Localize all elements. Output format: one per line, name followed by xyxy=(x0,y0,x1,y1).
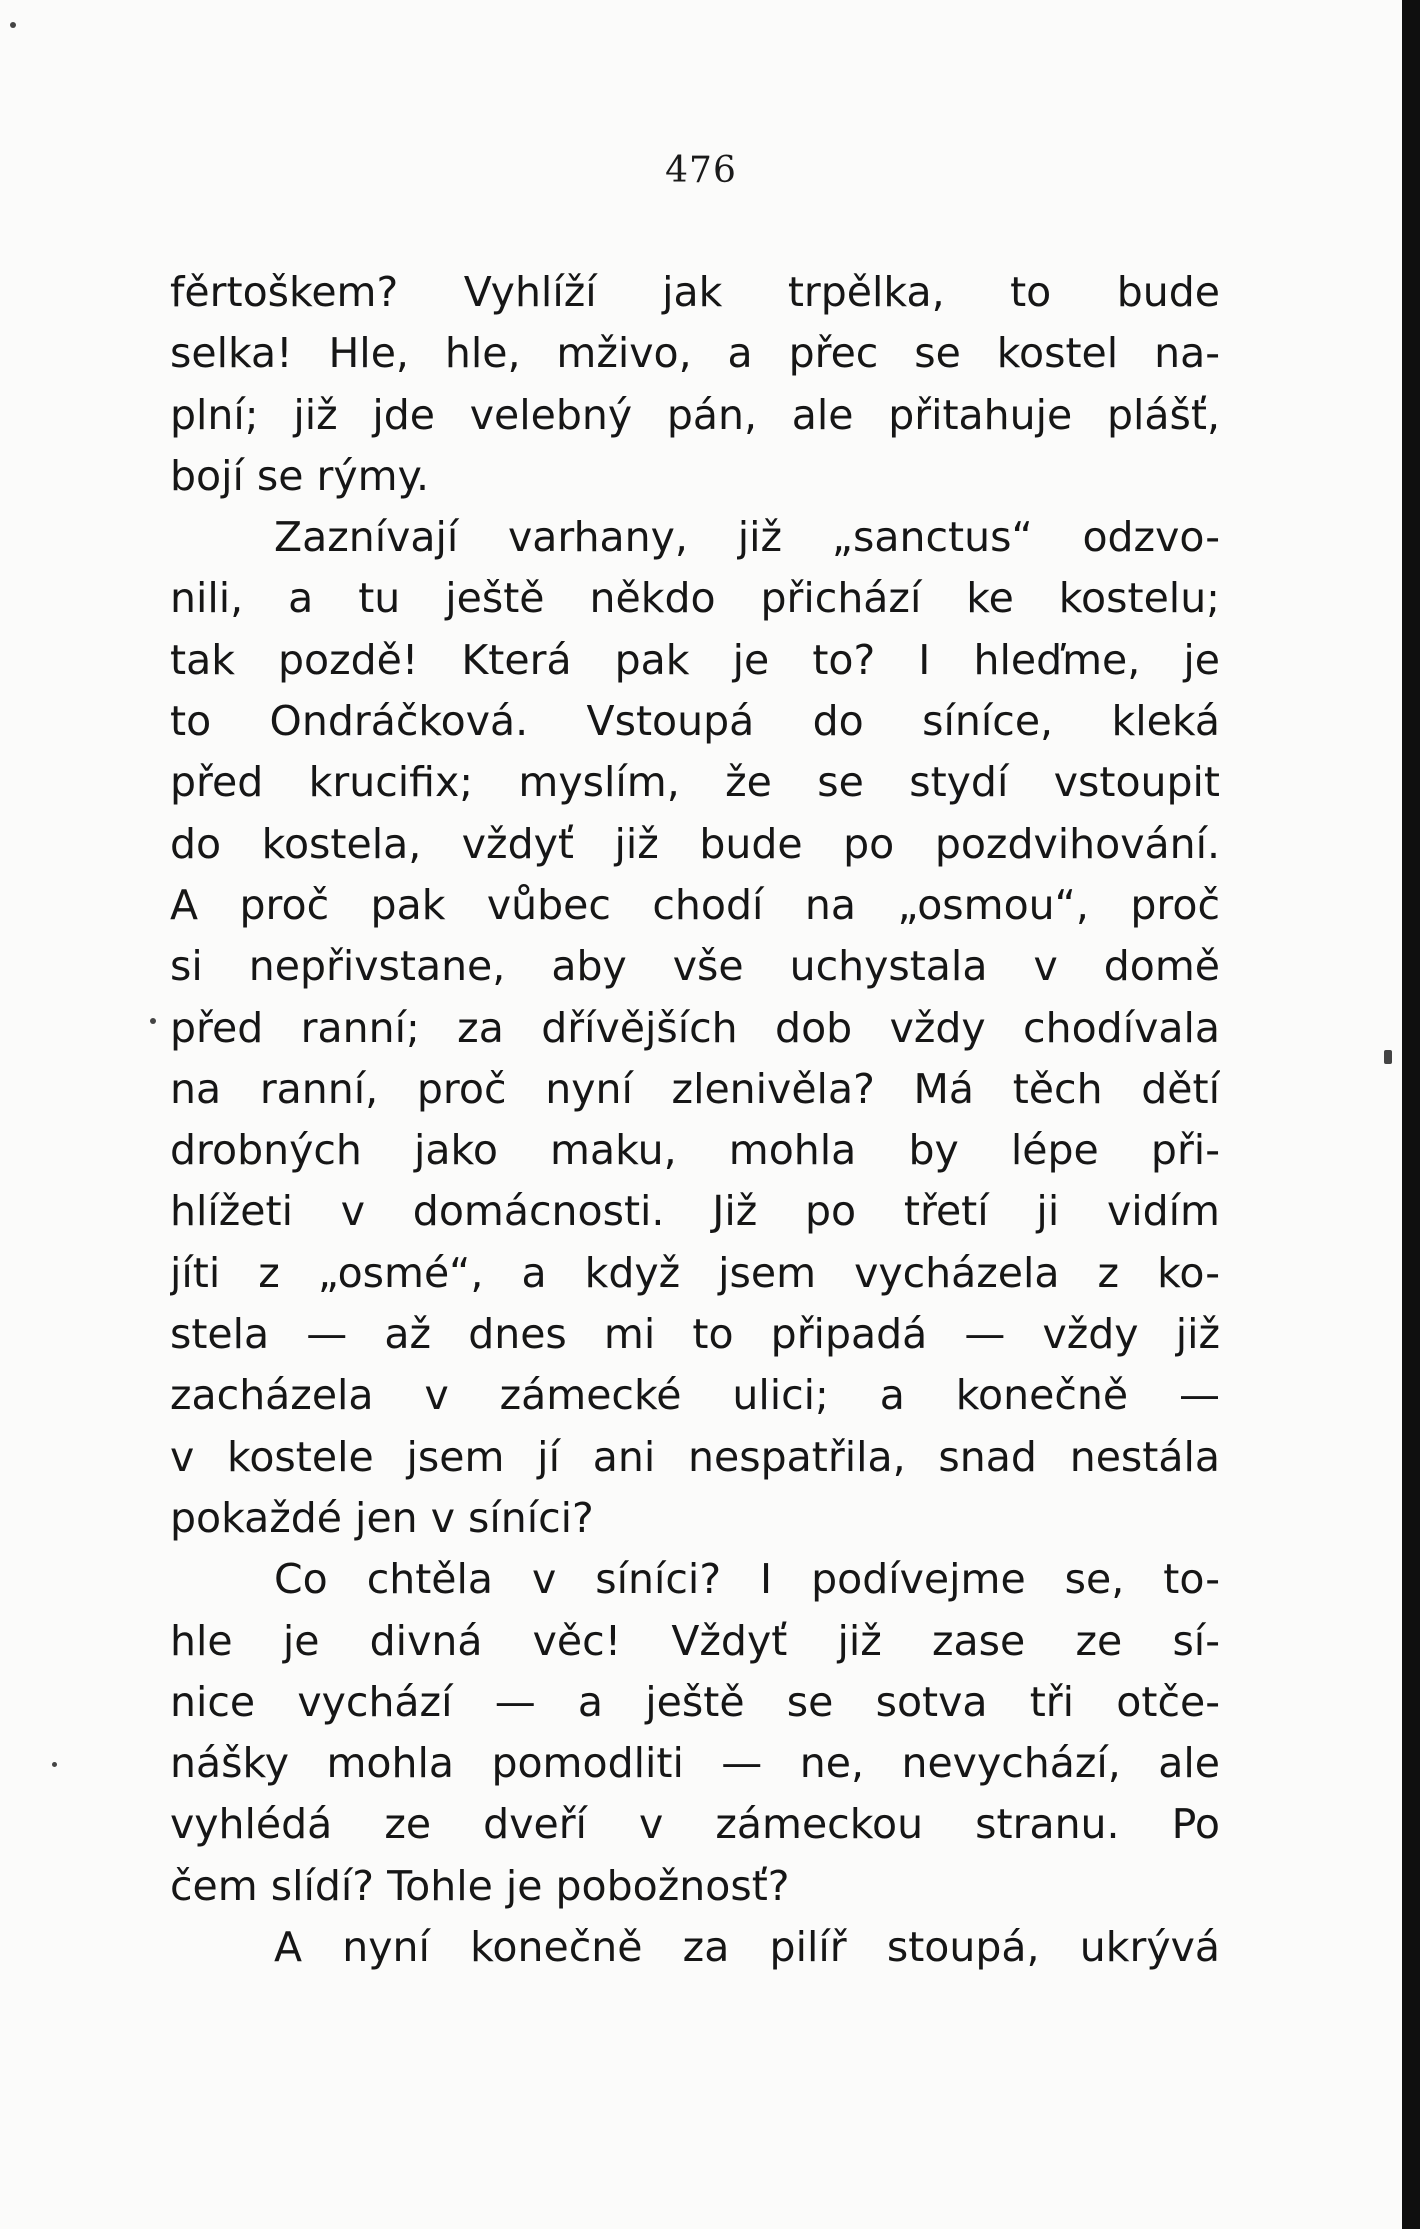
text-line: drobných jako maku, mohla by lépe při- xyxy=(170,1126,1220,1175)
text-line: to Ondráčková. Vstoupá do síníce, kleká xyxy=(170,697,1220,746)
text-line: pokaždé jen v síníci? xyxy=(170,1493,594,1542)
page-number: 476 xyxy=(665,150,737,191)
text-line: bojí se rýmy. xyxy=(170,451,430,500)
body-text xyxy=(170,262,1220,1978)
text-line: Co chtěla v síníci? I podívejme se, to- xyxy=(274,1555,1220,1604)
text-line: zacházela v zámecké ulici; a konečně — xyxy=(170,1371,1220,1420)
text-line: nice vychází — a ještě se sotva tři otče- xyxy=(170,1677,1220,1726)
text-line: A nyní konečně za pilíř stoupá, ukrývá xyxy=(274,1923,1220,1972)
text-line: fěrtoškem? Vyhlíží jak trpělka, to bude xyxy=(170,268,1220,316)
text-line: vyhlédá ze dveří v zámeckou stranu. Po xyxy=(170,1800,1220,1849)
scan-speck xyxy=(150,1018,156,1024)
scan-speck xyxy=(1384,1050,1392,1064)
text-line: si nepřivstane, aby vše uchystala v domě xyxy=(170,942,1220,991)
scan-speck xyxy=(10,22,16,28)
text-line: čem slídí? Tohle je pobožnosť? xyxy=(170,1861,790,1910)
text-line: na ranní, proč nyní zlenivěla? Má těch dětí xyxy=(170,1064,1220,1113)
text-line: hlížeti v domácnosti. Již po třetí ji vidím xyxy=(170,1187,1220,1236)
text-line: plní; již jde velebný pán, ale přitahuje plášť, xyxy=(170,390,1220,439)
text-line: selka! Hle, hle, mživo, a přec se kostel na- xyxy=(170,329,1220,378)
text-line: v kostele jsem jí ani nespatřila, snad nestála xyxy=(170,1432,1220,1481)
text-line: A proč pak vůbec chodí na „osmou“, proč xyxy=(170,880,1220,929)
text-line: jíti z „osmé“, a když jsem vycházela z ko- xyxy=(170,1248,1220,1297)
text-line: nášky mohla pomodliti — ne, nevychází, ale xyxy=(170,1739,1220,1788)
text-line: hle je divná věc! Vždyť již zase ze sí- xyxy=(170,1616,1220,1665)
text-line: tak pozdě! Která pak je to? I hleďme, je xyxy=(170,635,1220,684)
text-line: Zaznívají varhany, již „sanctus“ odzvo- xyxy=(274,513,1220,562)
text-line: před krucifix; myslím, že se stydí vstoupit xyxy=(170,758,1220,807)
text-line: stela — až dnes mi to připadá — vždy již xyxy=(170,1310,1220,1359)
text-line: před ranní; za dřívějších dob vždy chodívala xyxy=(170,1003,1220,1052)
scan-speck xyxy=(52,1762,57,1767)
text-line: do kostela, vždyť již bude po pozdvihování. xyxy=(170,819,1220,868)
text-line: nili, a tu ještě někdo přichází ke kostelu; xyxy=(170,574,1220,623)
